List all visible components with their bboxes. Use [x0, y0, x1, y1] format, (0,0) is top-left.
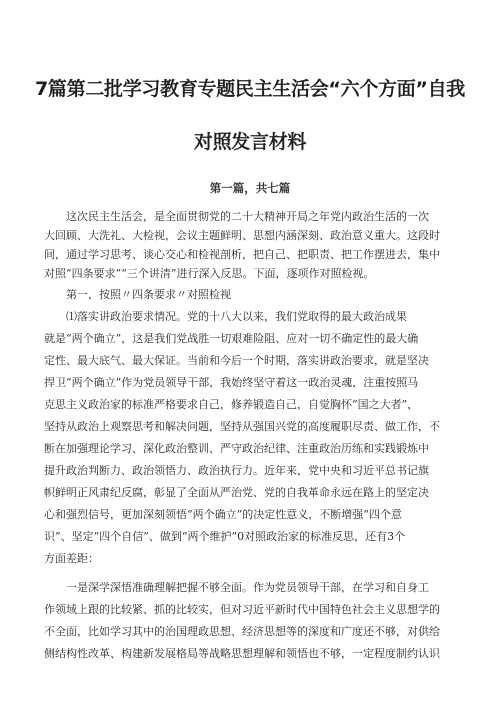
body-line: 克思主义政治家的标准严格要求自己，修养锻造自己，自觉胸怀“国之大者”， [44, 399, 419, 410]
body-line: 提升政治判断力、政治领悟力、政治执行力。近年来，党中央和习近平总书记旗 [44, 465, 429, 476]
body-line: 心和强烈信号，更加深刻领悟“两个确立”的决定性意义，不断增强“四个意 [44, 509, 402, 520]
body-line: 帜鲜明正风肃纪反腐，彰显了全面从严治党、党的自我革命永远在路上的坚定决 [44, 487, 429, 498]
section-subheading: 第一，按照〃四条要求〃对照检视 [44, 289, 231, 300]
body-line: 大回顾、大洗礼、大检视，会议主题鲜明、思想内涵深刻、政治意义重大。这段时 [44, 230, 440, 241]
document-title-line-2: 对照发言材料 [193, 131, 307, 153]
body-line: 这次民主生活会，是全面贯彻党的二十大精神开局之年党内政治生活的一次 [44, 211, 429, 222]
body-line: ⑴落实讲政治要求情况。党的十八大以来，我们党取得的最大政治成果 [44, 311, 407, 322]
body-line: 捍卫“两个确立”作为党员领导干部，我始终坚守着这一政治灵魂，注重按照马 [44, 377, 419, 388]
body-line: 方面差距： [44, 553, 99, 564]
body-line: 断在加强理论学习、深化政治整训、严守政治纪律、注重政治历练和实践锻炼中 [44, 443, 429, 454]
body-line: 侧结构性改革、构建新发展格局等战略思想理解和领悟也不够，一定程度制约认识 [44, 648, 440, 659]
body-line: 坚持从政治上观察思考和解决问题，坚持从强国兴党的高度履职尽责、做工作，不 [44, 421, 440, 432]
body-line: 间，通过学习思考、谈心交心和检视剖析，把自己、把职责、把工作摆进去，集中 [44, 249, 440, 260]
body-line: 定性、最大底气、最大保证。当前和今后一个时期，落实讲政治要求，就是坚决 [44, 355, 429, 366]
body-line: 不全面，比如学习其中的治国理政思想、经济思想等的深度和广度还不够，对供给 [44, 626, 440, 637]
body-line: 一是深学深悟准确理解把握不够全面。作为党员领导干部，在学习和自身工 [44, 582, 429, 593]
body-line: 作领域上跟的比较紧、抓的比较实，但对习近平新时代中国特色社会主义思想学的 [44, 604, 440, 615]
document-title-line-1: 7篇第二批学习教育专题民主生活会“六个方面”自我 [35, 78, 465, 100]
body-line: 就是“两个确立”，这是我们党战胜一切艰难险阻、应对一切不确定性的最大确 [44, 333, 419, 344]
body-line: 识”、坚定“四个自信”、做到“两个维护”0对照政治家的标准反思，还有3个 [44, 531, 406, 542]
section-heading: 第一篇，共七篇 [209, 181, 291, 195]
body-line: 对照“四条要求”“三个讲清”进行深入反思。下面，逐项作对照检视。 [44, 268, 375, 279]
